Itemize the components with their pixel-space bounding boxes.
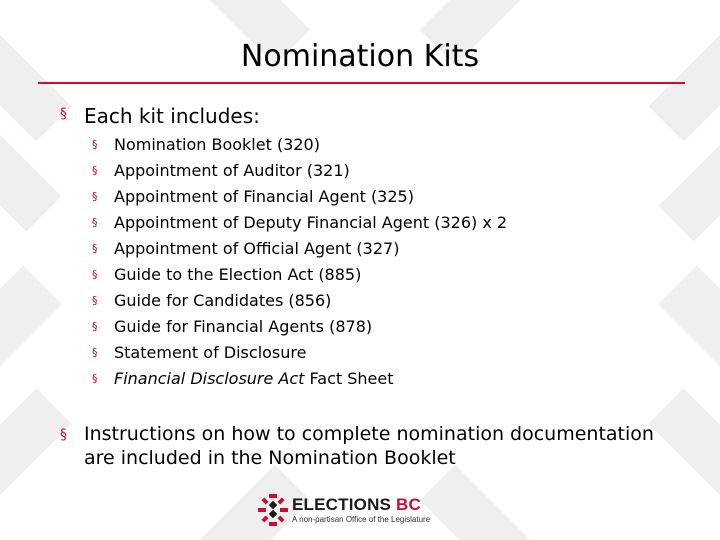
kit-item-text: Statement of Disclosure xyxy=(114,343,307,362)
bullet-icon: § xyxy=(92,268,98,281)
bullet-icon: § xyxy=(92,346,98,359)
bullet-icon: § xyxy=(60,427,67,443)
bullet-icon: § xyxy=(92,242,98,255)
bullet-icon: § xyxy=(92,372,98,385)
kit-item-text: Guide to the Election Act (885) xyxy=(114,265,362,284)
logo-name-main: ELECTIONS xyxy=(292,495,392,514)
slide-title: Nomination Kits xyxy=(240,39,480,74)
bullet-icon: § xyxy=(92,164,98,177)
act-name: Financial Disclosure Act xyxy=(114,369,305,388)
kit-item-text: Appointment of Deputy Financial Agent (326) x 2 xyxy=(114,213,508,232)
kit-item-text: Appointment of Financial Agent (325) xyxy=(114,187,414,206)
title-divider xyxy=(38,82,685,84)
bullet-icon: § xyxy=(92,320,98,333)
list-item xyxy=(92,213,507,239)
bullet-icon: § xyxy=(92,216,98,229)
kit-item-text: Guide for Candidates (856) xyxy=(114,291,332,310)
instructions-line-1: Instructions on how to complete nomination documentation xyxy=(84,423,654,445)
kit-item-text: Appointment of Official Agent (327) xyxy=(114,239,400,258)
fact-sheet-suffix: Fact Sheet xyxy=(304,369,394,388)
list-item xyxy=(92,187,507,213)
logo-name-accent: BC xyxy=(396,495,421,514)
kit-item-text xyxy=(114,369,394,388)
list-item xyxy=(92,317,507,343)
list-item xyxy=(92,265,507,291)
list-item xyxy=(92,135,507,161)
bullet-icon: § xyxy=(92,294,98,307)
logo-wordmark xyxy=(292,496,421,514)
logo-tagline: A non-partisan Office of the Legislature xyxy=(292,515,431,524)
list-item xyxy=(92,239,507,265)
logo-emblem-icon xyxy=(258,494,288,528)
kit-item-text: Appointment of Auditor (321) xyxy=(114,161,350,180)
instructions-line-2: are included in the Nomination Booklet xyxy=(84,447,456,469)
list-item xyxy=(92,161,507,187)
kit-item-text: Guide for Financial Agents (878) xyxy=(114,317,373,336)
list-item xyxy=(92,369,507,395)
bullet-icon: § xyxy=(92,138,98,151)
bullet-icon: § xyxy=(60,106,67,122)
bullet-icon: § xyxy=(92,190,98,203)
elections-bc-logo xyxy=(258,494,458,528)
kit-item-text: Nomination Booklet (320) xyxy=(114,135,320,154)
kit-item-list xyxy=(92,135,507,395)
main-bullet-text: Each kit includes: xyxy=(84,104,260,128)
list-item xyxy=(92,343,507,369)
list-item xyxy=(92,291,507,317)
